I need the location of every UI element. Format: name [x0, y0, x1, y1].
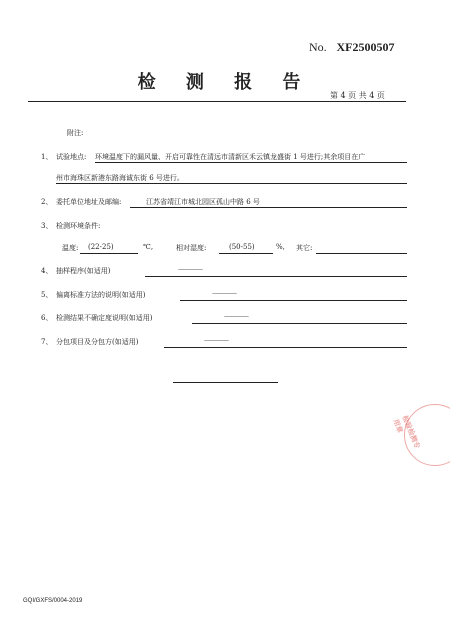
report-number-label: No.: [309, 40, 327, 54]
temperature-value: (22-25): [88, 243, 114, 251]
item-7-number: 7、: [41, 338, 53, 346]
item-4-value: ————: [178, 265, 202, 273]
report-number: [309, 40, 395, 55]
item-5-value: ————: [212, 289, 236, 297]
item-1-value-line2: 州市海珠区新港东路海诚东街 6 号进行。: [56, 174, 184, 182]
temperature-label: 温度:: [62, 244, 79, 252]
item-2-label: 委托单位地址及邮编:: [56, 198, 122, 206]
item-2-number: 2、: [41, 198, 53, 206]
item-6-underline: [192, 323, 407, 324]
item-6-number: 6、: [41, 314, 53, 322]
item-5-underline: [180, 300, 407, 301]
page-count: 第 4 页 共 4 页: [330, 91, 385, 100]
item-1-value-line1: 环境温度下的漏风量、开启可靠性在清远市清新区禾云镇龙盛街 1 号进行;其余项目在广: [95, 153, 366, 161]
page-title: 检 测 报 告: [137, 72, 313, 93]
item-1-number: 1、: [41, 153, 53, 161]
item-6-label: 检测结果不确定度说明(如适用): [56, 314, 153, 322]
temperature-unit: ℃,: [143, 243, 154, 251]
item-6-value: ————: [224, 312, 248, 320]
item-2-value: 江苏省靖江市城北园区孤山中路 6 号: [146, 198, 260, 206]
header-divider: [28, 101, 406, 102]
item-1-underline-1: [95, 162, 407, 163]
other-label: 其它:: [296, 244, 313, 252]
item-4-label: 抽样程序(如适用): [56, 267, 111, 275]
item-4-underline: [145, 276, 407, 277]
item-2-underline: [130, 207, 407, 208]
item-1-label: 试验地点:: [56, 153, 87, 161]
end-of-report-rule: [173, 382, 278, 383]
humidity-unit: %,: [276, 243, 285, 251]
humidity-underline: [219, 253, 273, 254]
item-7-value: ————: [204, 336, 228, 344]
report-number-value: XF2500507: [336, 40, 395, 54]
document-code: GQI/GXFS/0004-2019: [23, 598, 83, 604]
official-seal-text: 检验检测专用章: [391, 414, 423, 450]
item-3-label: 检测环境条件:: [56, 222, 101, 230]
item-5-number: 5、: [41, 291, 53, 299]
humidity-value: (50-55): [229, 243, 255, 251]
temperature-underline: [80, 253, 138, 254]
humidity-label: 相对湿度:: [176, 244, 207, 252]
item-3-number: 3、: [41, 222, 53, 230]
item-7-underline: [164, 347, 407, 348]
item-4-number: 4、: [41, 267, 53, 275]
item-5-label: 偏离标准方法的说明(如适用): [56, 291, 146, 299]
other-underline: [316, 253, 407, 254]
item-7-label: 分包项目及分包方(如适用): [56, 338, 139, 346]
item-1-underline-2: [56, 183, 407, 184]
annex-label: 附注:: [67, 129, 84, 137]
